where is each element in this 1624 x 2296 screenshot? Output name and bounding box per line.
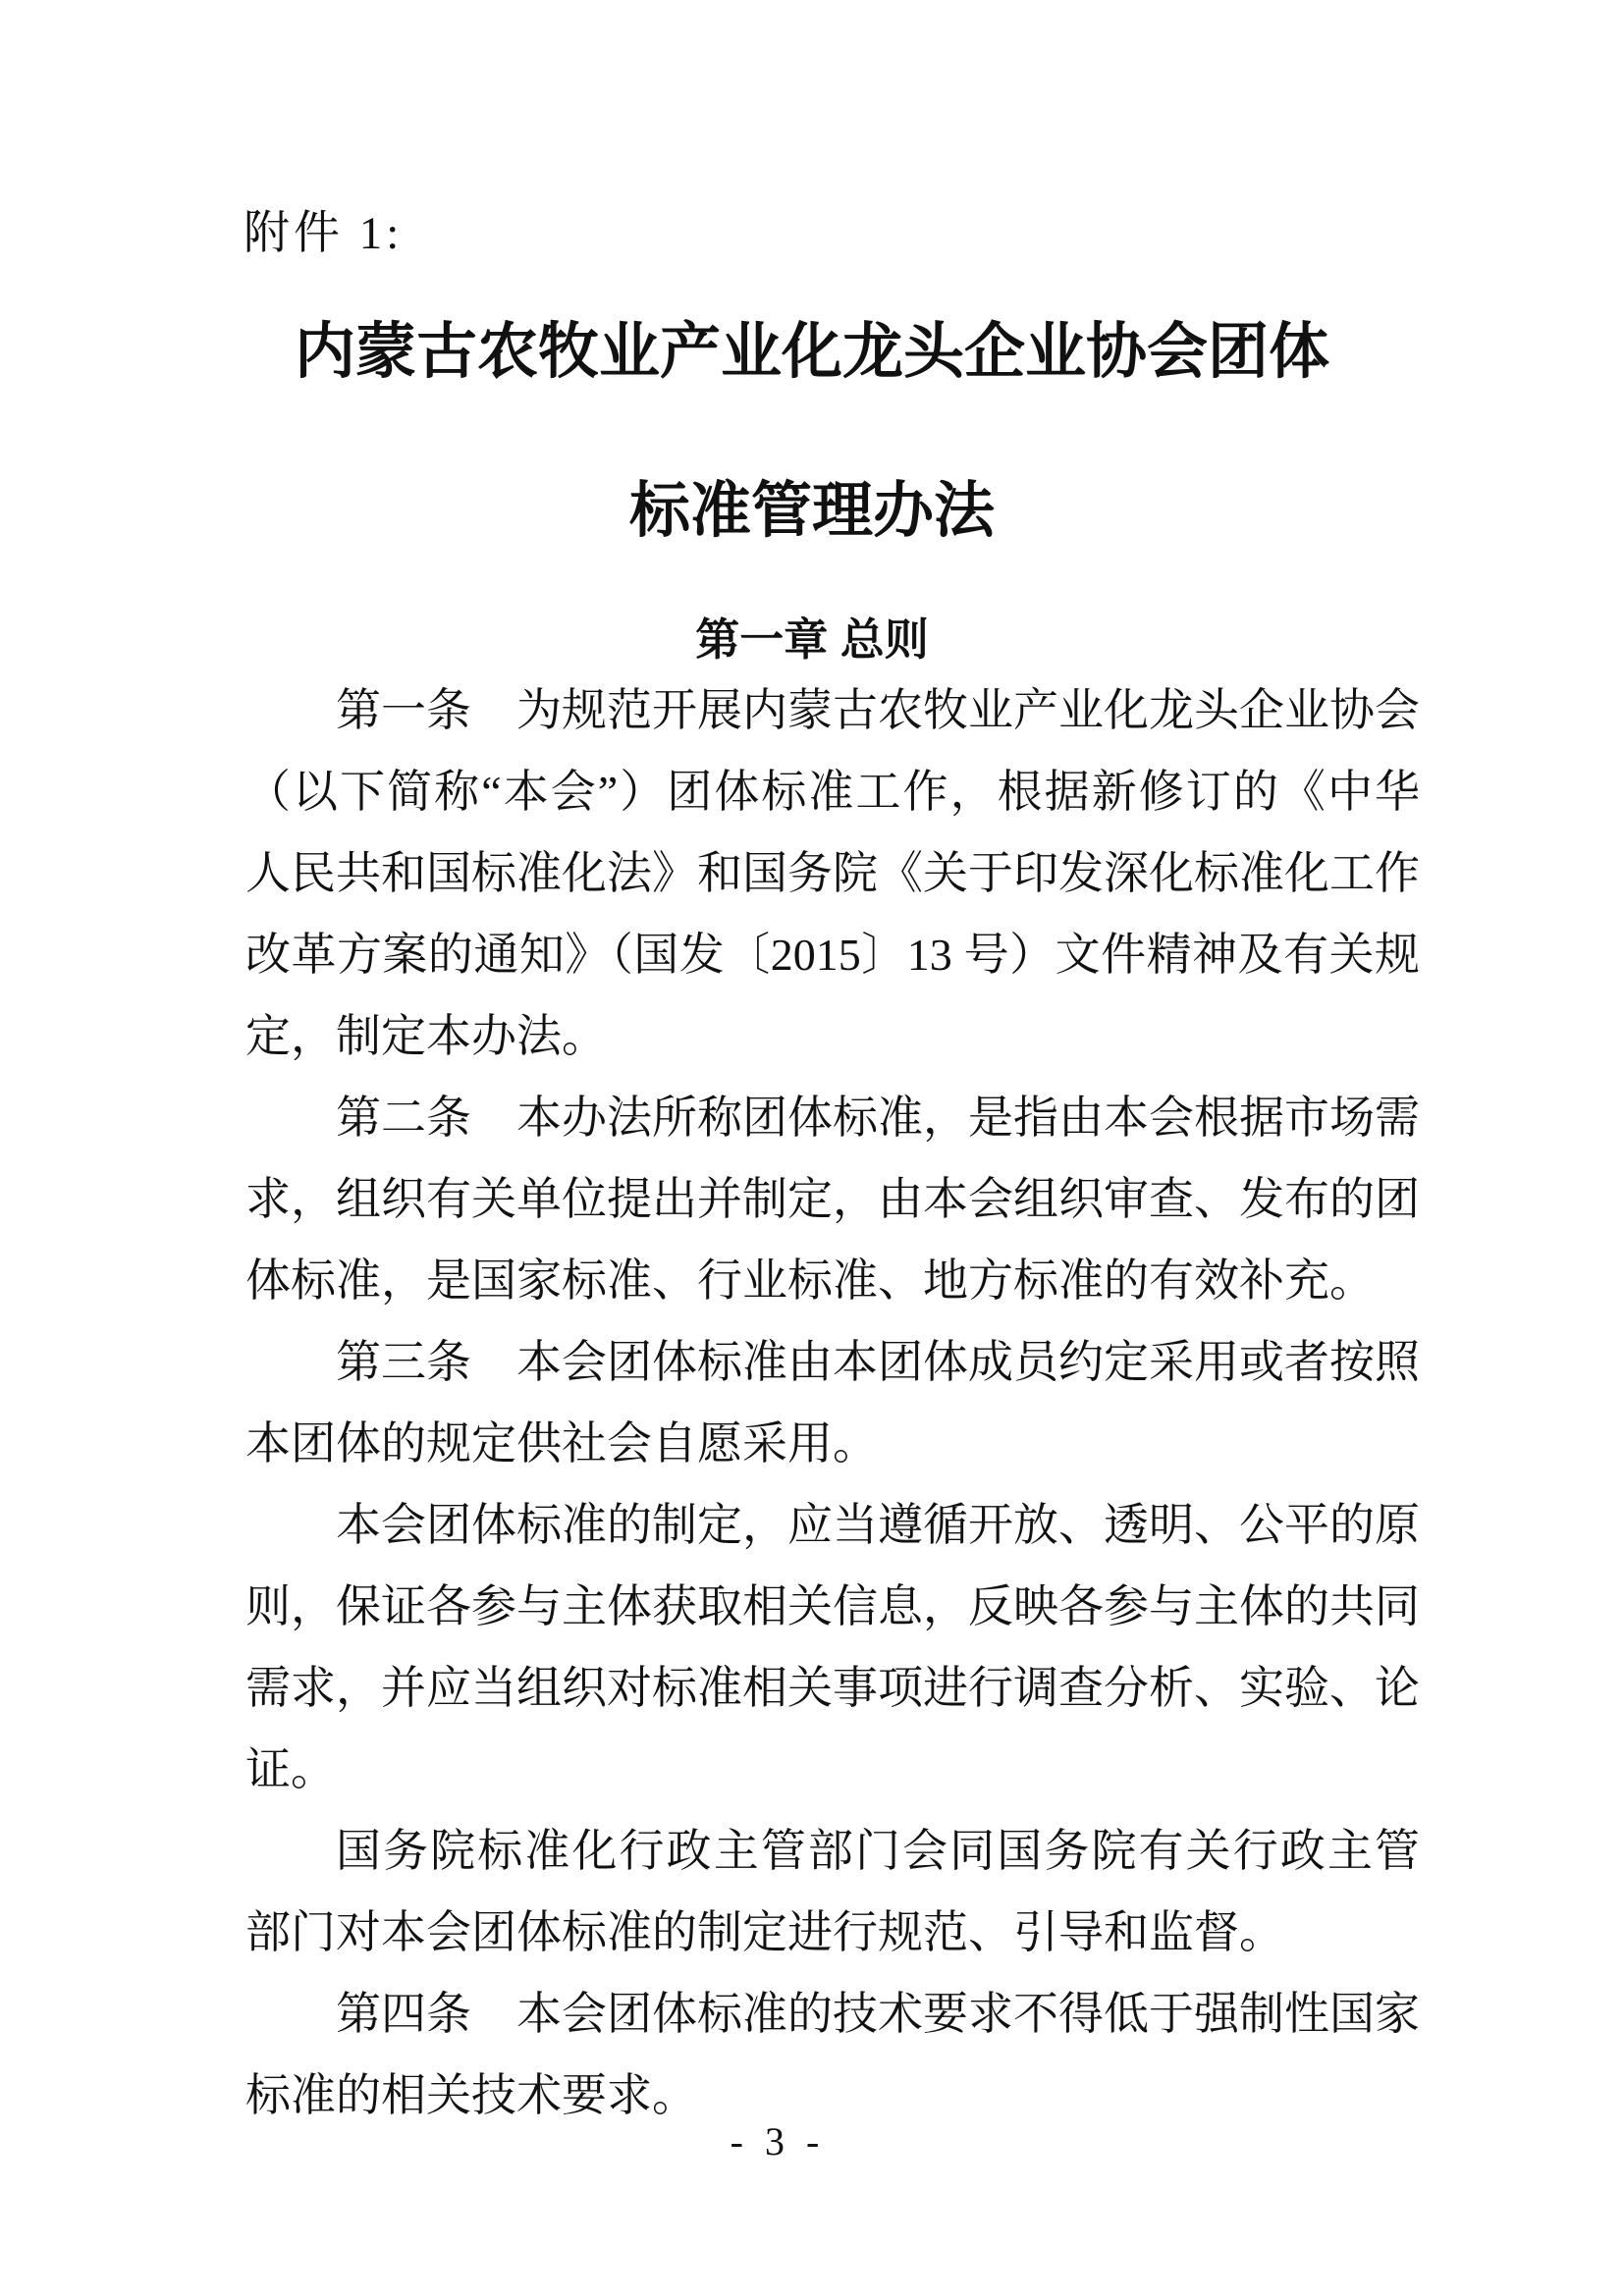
body-line: 人民共和国标准化法》和国务院《关于印发深化标准化工作 [245,848,1420,898]
body-line: 第四条 本会团体标准的技术要求不得低于强制性国家 [336,1989,1420,2039]
body-line: 国务院标准化行政主管部门会同国务院有关行政主管 [336,1826,1420,1876]
body-text [245,669,1420,2136]
body-line: 第一条 为规范开展内蒙古农牧业产业化龙头企业协会 [336,685,1420,735]
body-line: 定，制定本办法。 [245,1011,607,1061]
title-line-2: 标准管理办法 [628,478,995,545]
title-line-1: 内蒙古农牧业产业化龙头企业协会团体 [294,319,1329,386]
body-line: 则，保证各参与主体获取相关信息，反映各参与主体的共同 [245,1581,1420,1631]
body-line: 求，组织有关单位提出并制定，由本会组织审查、发布的团 [245,1174,1420,1224]
body-line: 本会团体标准的制定，应当遵循开放、透明、公平的原 [336,1500,1420,1550]
body-line: 本团体的规定供社会自愿采用。 [245,1418,878,1468]
chapter-heading: 第一章 总则 [695,614,929,665]
body-line: 改革方案的通知》（国发〔2015〕13 号）文件精神及有关规 [245,930,1420,980]
body-line: 体标准，是国家标准、行业标准、地方标准的有效补充。 [245,1255,1375,1306]
body-line: 证。 [245,1744,336,1794]
page-number: - 3 - [730,2119,826,2163]
attachment-label: 附件 1: [244,208,404,259]
body-line: 标准的相关技术要求。 [245,2070,697,2120]
body-line: 需求，并应当组织对标准相关事项进行调查分析、实验、论 [245,1663,1420,1713]
body-line: （以下简称“本会”）团体标准工作，根据新修订的《中华 [245,767,1420,817]
body-line: 第二条 本办法所称团体标准，是指由本会根据市场需 [336,1093,1420,1143]
body-line: 部门对本会团体标准的制定进行规范、引导和监督。 [245,1907,1284,1957]
body-line: 第三条 本会团体标准由本团体成员约定采用或者按照 [336,1337,1420,1387]
